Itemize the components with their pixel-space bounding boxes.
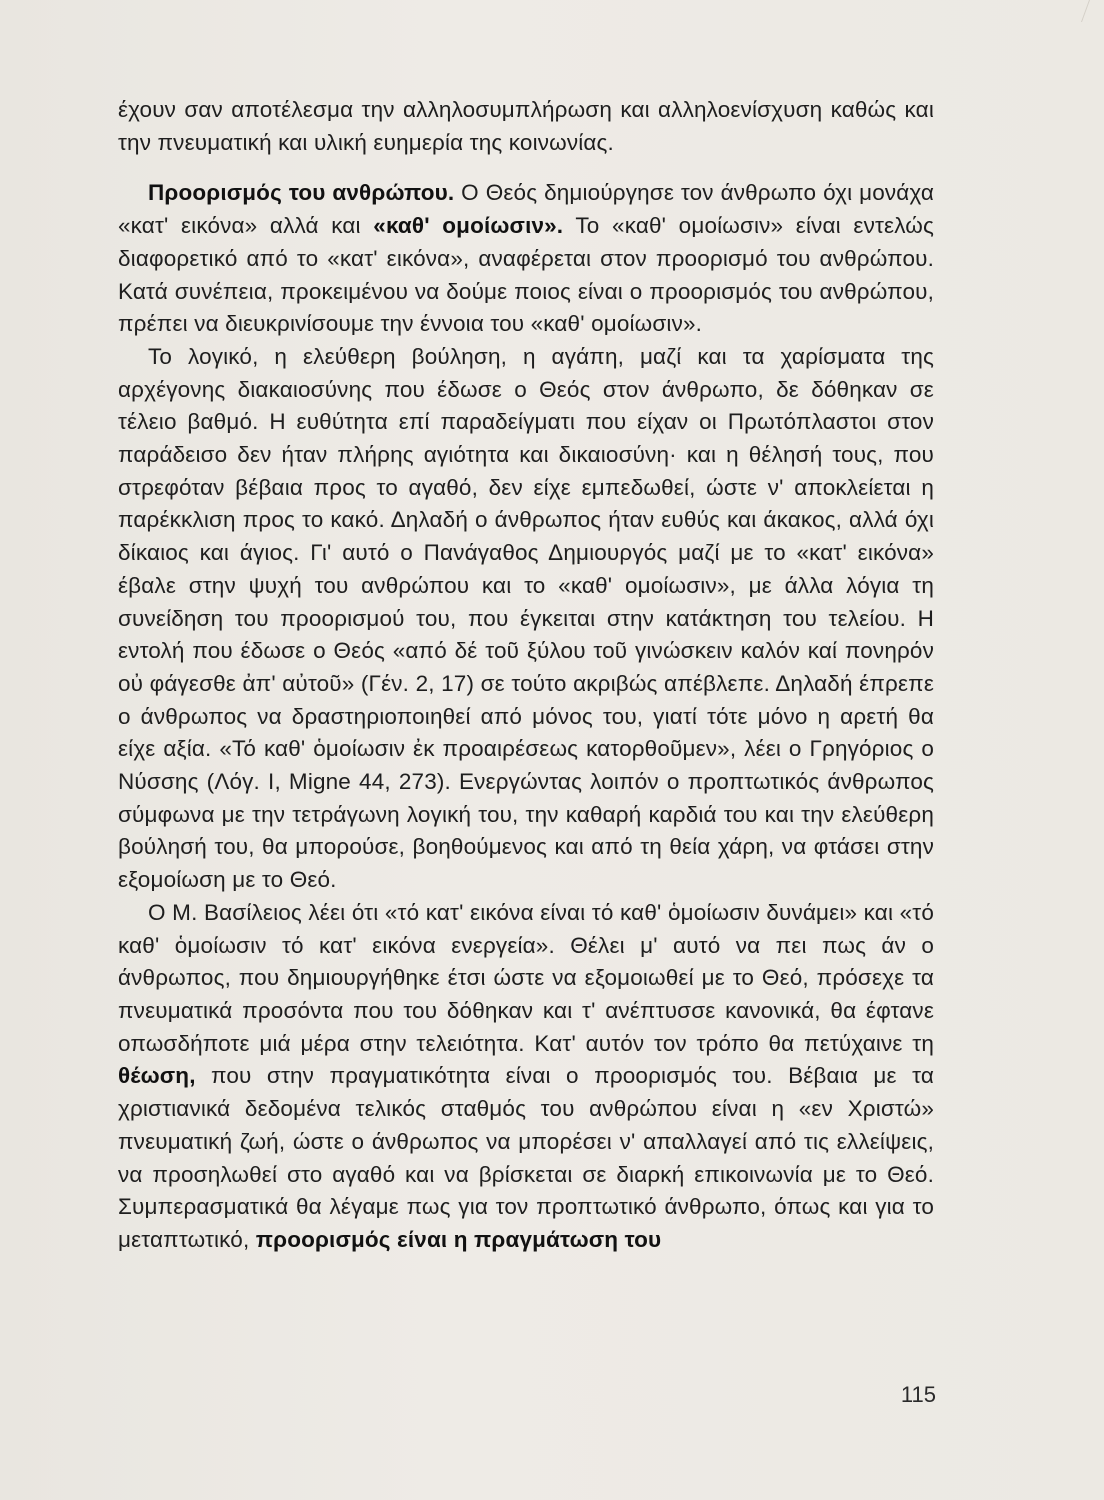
page-number: 115	[900, 1382, 936, 1407]
paragraph-4-bold-term: θέωση,	[118, 1063, 196, 1089]
paragraph-3	[118, 341, 934, 897]
page-corner-mark	[1081, 0, 1104, 22]
paragraph-4-text-b: που στην πραγματικότητα είναι ο προορισμός του. Βέβαια με τα χριστιανικά δεδομένα τελικός σταθμός του ανθρώπου είναι η «εν Χριστώ» πνευματική ζωή, ώστε ο άνθρωπος να μπορέσει ν' απαλλαγεί από τις ελλείψεις, να προσηλωθεί στο αγαθό και να βρίσκεται σε διαρκή επικοινωνία με το Θεό. Συμπερασματικά θα λέγαμε πως για τον προπτωτικό άνθρωπο, όπως και για το μεταπτωτικό,	[118, 1063, 934, 1252]
paragraph-4-bold-ending: προορισμός είναι η πραγμάτωση του	[255, 1226, 662, 1252]
paragraph-2-bold-term: «καθ' ομοίωσιν».	[373, 213, 564, 239]
paragraph-4	[118, 897, 934, 1257]
paragraph-2-text-a: Ο Θεός δημιούργησε τον άνθρωπο όχι μονάχα «κατ' εικόνα» αλλά και	[118, 180, 934, 239]
paragraph-2	[118, 177, 934, 341]
paragraph-1-text: έχουν σαν αποτέλεσμα την αλληλοσυμπλήρωση και αλληλοενίσχυση καθώς και την πνευματική και υλική ευημερία της κοινωνίας.	[118, 97, 934, 155]
paragraph-1	[118, 94, 934, 159]
paragraph-4-text-a: Ο Μ. Βασίλειος λέει ότι «τό κατ' εικόνα είναι τό καθ' ὁμοίωσιν δυνάμει» και «τό καθ' ὁμοίωσιν τό κατ' εικόνα ενεργεία». Θέλει μ' αυτό να πει πως άν ο άνθρωπος, που δημιουργήθηκε έτσι ώστε να εξομοιωθεί με το Θεό, πρόσεχε τα πνευματικά προσόντα που του δόθηκαν και τ' ανέπτυσσε κανονικά, θα έφτανε οπωσδήποτε μιά μέρα στην τελειότητα. Κατ' αυτόν τον τρόπο θα πετύχαινε τη	[118, 899, 934, 1056]
body-text	[118, 94, 934, 1257]
paragraph-3-text: Το λογικό, η ελεύθερη βούληση, η αγάπη, μαζί και τα χαρίσματα της αρχέγονης διακαιοσύνης που έδωσε ο Θεός στον άνθρωπο, δε δόθηκαν σε τέλειο βαθμό. Η ευθύτητα επί παραδείγματι που είχαν οι Πρωτόπλαστοι στον παράδεισο δεν ήταν πλήρης αγιότητα και δικαιοσύνη· και η θέλησή τους, που στρεφόταν βέβαια προς το αγαθό, δεν είχε εμπεδωθεί, ώστε ν' αποκλείεται η παρέκκλιση προς το κακό. Δηλαδή ο άνθρωπος ήταν ευθύς και άκακος, αλλά όχι δίκαιος και άγιος. Γι' αυτό ο Πανάγαθος Δημιουργός μαζί με το «κατ' εικόνα» έβαλε στην ψυχή του ανθρώπου και το «καθ' ομοίωσιν», με άλλα λόγια τη συνείδηση του προορισμού του, που έγκειται στην κατάκτηση του τελείου. Η εντολή που έδωσε ο Θεός «από δέ τοῦ ξύλου τοῦ γινώσκειν καλόν καί πονηρόν οὐ φάγεσθε ἀπ' αὐτοῦ» (Γέν. 2, 17) σε τούτο ακριβώς απέβλεπε. Δηλαδή έπρεπε ο άνθρωπος να δραστηριοποιηθεί από μόνος του, γιατί τότε μόνο η αρετή θα είχε αξία. «Τό καθ' ὁμοίωσιν ἐκ προαιρέσεως κατορθοῦμεν», λέει ο Γρηγόριος ο Νύσσης (Λόγ. Ι, Migne 44, 273). Ενεργώντας λοιπόν ο προπτωτικός άνθρωπος σύμφωνα με την τετράγωνη λογική του, την καθαρή καρδιά του και την ελεύθερη βούλησή του, θα μπορούσε, βοηθούμενος και από τη θεία χάρη, να φτάσει στην εξομοίωση με το Θεό.	[118, 343, 934, 893]
section-heading: Προορισμός του ανθρώπου.	[148, 180, 455, 206]
paragraph-2-text-b: Το «καθ' ομοίωσιν» είναι εντελώς διαφορετικό από το «κατ' εικόνα», αναφέρεται στον προορισμό του ανθρώπου. Κατά συνέπεια, προκειμένου να δούμε ποιος είναι ο προορισμός του ανθρώπου, πρέπει να διευκρινίσουμε την έννοια του «καθ' ομοίωσιν».	[118, 213, 934, 337]
